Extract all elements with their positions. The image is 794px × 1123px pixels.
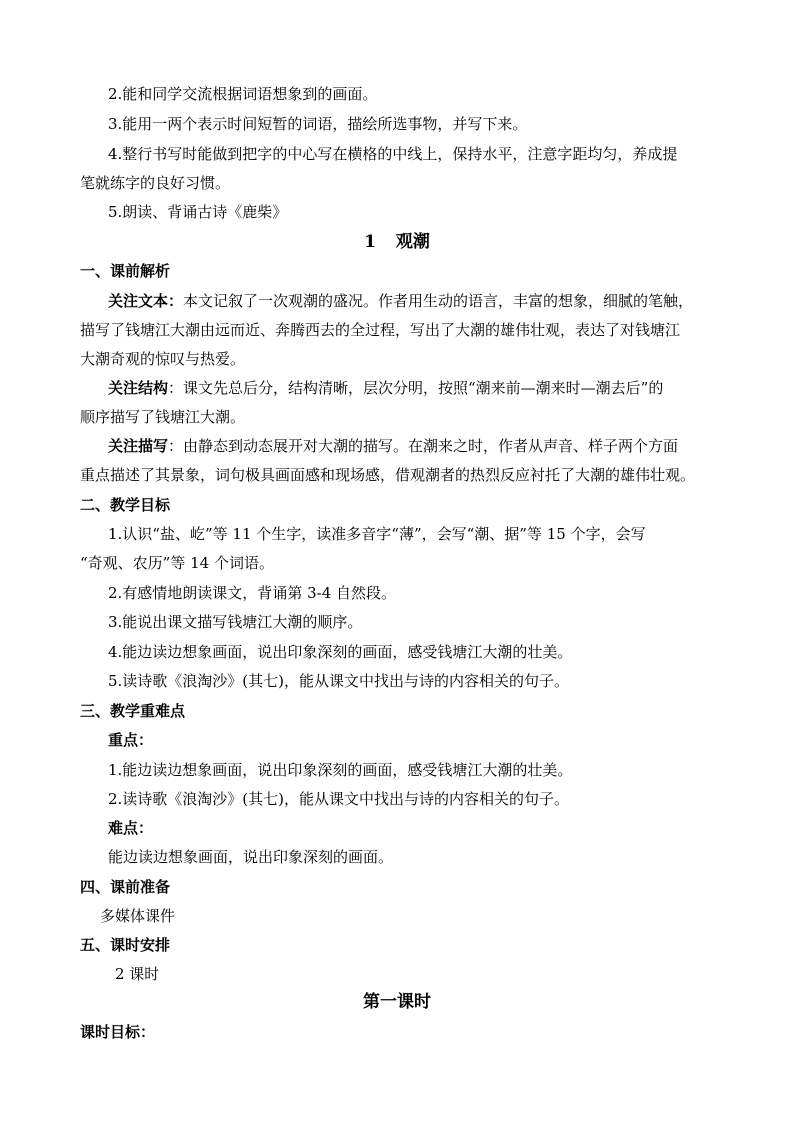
- paragraph-line: [108, 291, 748, 311]
- schedule-text: 2 课时: [115, 965, 160, 983]
- objective-item-continued: “奇观、农历”等 14 个词语。: [80, 554, 274, 572]
- objective-item-continued: 笔就练字的良好习惯。: [80, 174, 231, 192]
- key-point-item: 1.能边读边想象画面，说出印象深刻的画面，感受钱塘江大潮的壮美。: [108, 761, 573, 779]
- paragraph-line: [108, 436, 748, 456]
- lesson-title: [0, 231, 794, 253]
- paragraph-line: 大潮奇观的惊叹与热爱。: [80, 350, 246, 368]
- section-heading: 三、教学重难点: [80, 702, 186, 720]
- objective-item: 3.能用一两个表示时间短暂的词语，描绘所选事物，并写下来。: [108, 115, 528, 133]
- objective-item: 5.朗读、背诵古诗《鹿柴》: [108, 203, 288, 221]
- objective-item: 2.能和同学交流根据词语想象到的画面。: [108, 85, 378, 103]
- preparation-text: 多媒体课件: [100, 907, 176, 925]
- paragraph-line: [108, 378, 748, 398]
- paragraph-line: 重点描述了其景象，词句极具画面感和现场感，借观潮者的热烈反应衬托了大潮的雄伟壮观。: [80, 466, 696, 484]
- paragraph-line: 顺序描写了钱塘江大潮。: [80, 408, 246, 426]
- focus-describe-label: 关注描写: [108, 437, 169, 455]
- paragraph-line: 描写了钱塘江大潮由远而近、奔腾西去的全过程，写出了大潮的雄伟壮观，表达了对钱塘江: [80, 321, 681, 339]
- objective-item: 4.能边读边想象画面，说出印象深刻的画面，感受钱塘江大潮的壮美。: [108, 643, 573, 661]
- section-heading: 二、教学目标: [80, 496, 171, 514]
- objective-item: 2.有感情地朗读课文，背诵第 3-4 自然段。: [108, 584, 397, 602]
- paragraph-text: ：由静态到动态展开对大潮的描写。在潮来之时，作者从声音、样子两个方面: [168, 437, 679, 455]
- focus-text-label: 关注文本：: [108, 292, 184, 310]
- key-point-item: 2.读诗歌《浪淘沙》(其七)，能从课文中找出与诗的内容相关的句子。: [108, 790, 570, 808]
- objective-item: 5.读诗歌《浪淘沙》(其七)，能从课文中找出与诗的内容相关的句子。: [108, 672, 570, 690]
- objective-item: 1.认识“盐、屹”等 11 个生字，读准多音字“薄”，会写“潮、据”等 15 个字，会写: [108, 525, 646, 543]
- section-heading: 五、课时安排: [80, 936, 171, 954]
- lesson-name: 观潮: [395, 232, 430, 252]
- lesson-number: 1: [364, 232, 376, 252]
- section-heading: 四、课前准备: [80, 878, 171, 896]
- paragraph-text: 本文记叙了一次观潮的盛况。作者用生动的语言，丰富的想象，细腻的笔触，: [183, 292, 694, 310]
- focus-structure-label: 关注结构: [108, 379, 169, 397]
- period-title: 第一课时: [363, 992, 431, 1012]
- section-heading: 一、课前解析: [80, 262, 171, 280]
- key-points-label: 重点：: [108, 731, 154, 749]
- objective-item: 3.能说出课文描写钱塘江大潮的顺序。: [108, 613, 363, 631]
- difficult-points-label: 难点：: [108, 819, 154, 837]
- objective-item: 4.整行书写时能做到把字的中心写在横格的中线上，保持水平，注意字距均匀，养成提: [108, 145, 678, 163]
- difficult-point-text: 能边读边想象画面，说出印象深刻的画面。: [108, 848, 394, 866]
- period-objectives-label: 课时目标：: [80, 1023, 156, 1041]
- paragraph-text: ：课文先总后分，结构清晰，层次分明，按照“潮来前—潮来时—潮去后”的: [168, 379, 664, 397]
